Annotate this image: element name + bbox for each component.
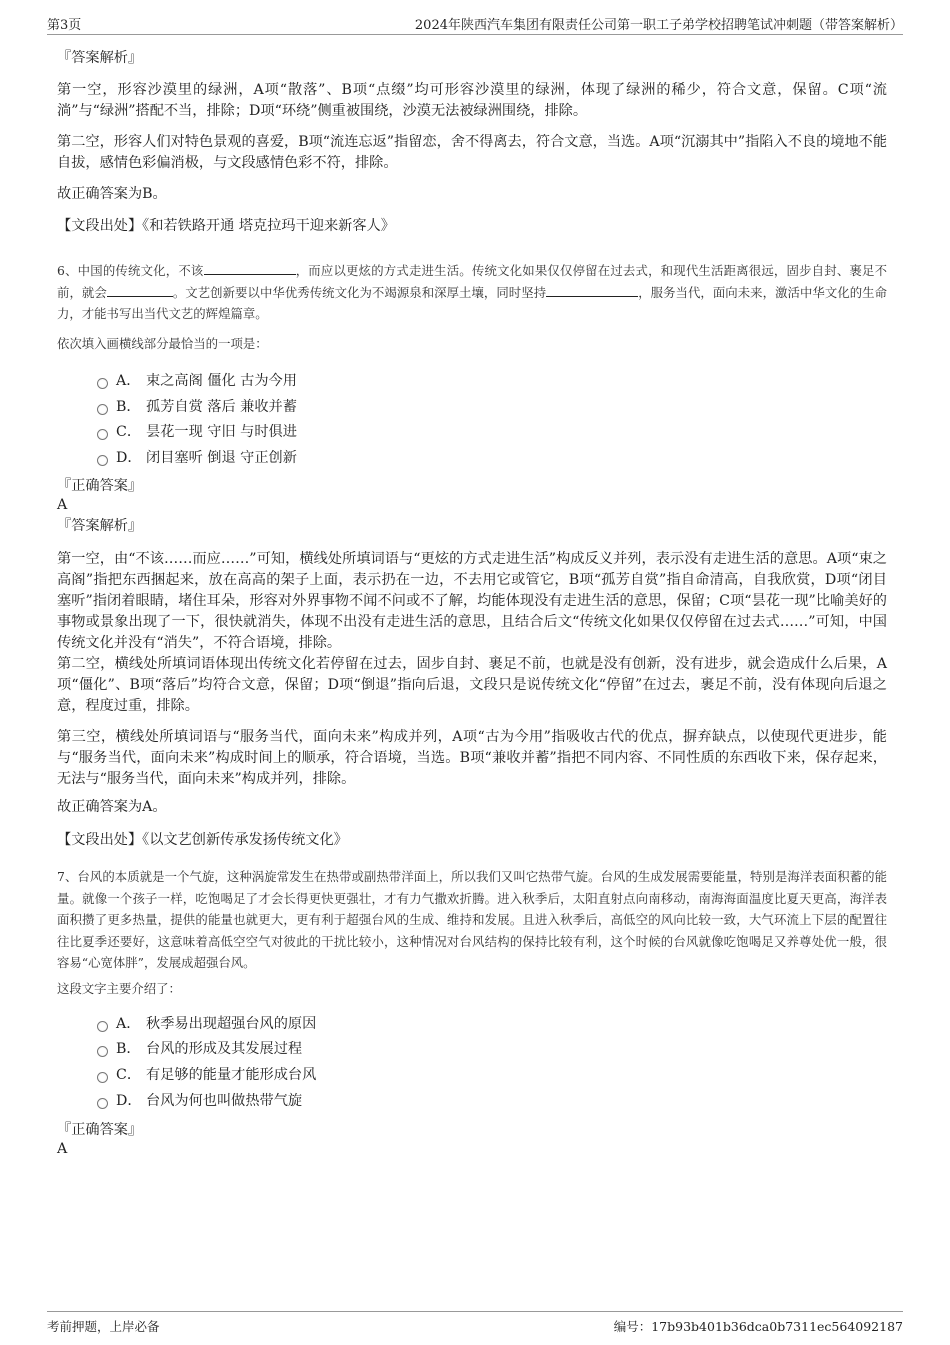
q7-option-c[interactable]: C． 有足够的能量才能形成台风 [97,1064,316,1086]
document-title: 2024年陕西汽车集团有限责任公司第一职工子弟学校招聘笔试冲刺题（带答案解析） [414,18,903,33]
q6-answer: A [57,497,68,513]
q5-source: 【文段出处】《和若铁路开通 塔克拉玛干迎来新客人》 [57,218,395,234]
q7-stem: 7、台风的本质就是一个气旋，这种涡旋常发生在热带或副热带洋面上，所以我们又叫它热带气旋。台风的生成发展需要能量，特别是海洋表面积蓄的能量。就像一个孩子一样，吃饱喝足了才会长得更快更强壮，才有力气撒欢折腾。进入秋季后，太阳直射点向南移动，南海海面温度比夏天更高，海洋表面积攒了更多热量，提供的能量也就更大，更有利于超强台风的生成、维持和发展。且进入秋季后，高低空的风向比较一致，大气环流上下层的配置往往比夏季还要好，这意味着高低空空气对彼此的干扰比较小，这种情况对台风结构的保持比较有利，这个时候的台风就像吃饱喝足又养尊处优一般，很容易“心宽体胖”，发展成超强台风。 [57,869,887,970]
q6-conclusion: 故正确答案为A。 [57,799,167,815]
q6-stem [57,260,887,325]
q6-analysis-label: 『答案解析』 [57,518,143,534]
page-footer [47,1311,903,1336]
q6-stem-part1: 6、中国的传统文化，不该 [57,263,204,278]
q6-stem-part2: ，而应以更炫的方式走进生活。传统文化如果仅仅停留在过去式，和现代生活距离很远，固步自封、裹足不前，就会 [57,263,887,300]
q6-analysis-para3: 第三空，横线处所填词语与“服务当代，面向未来”构成并列，A项“古为今用”指吸收古代的优点，摒弃缺点，以使现代更进步，能与“服务当代，面向未来”构成时间上的顺承，符合语境，当选。B项“兼收并蓄”指把不同内容、不同性质的东西收下来，保存起来，无法与“服务当代，面向未来”构成并列，排除。 [57,729,887,787]
q7-option-d[interactable]: D． 台风为何也叫做热带气旋 [97,1090,302,1112]
radio-button[interactable] [97,1021,108,1032]
radio-button[interactable] [97,429,108,440]
q6-option-b[interactable]: B． 孤芳自赏 落后 兼收并蓄 [97,396,297,418]
q6-source: 【文段出处】《以文艺创新传承发扬传统文化》 [57,832,348,848]
q6-option-c[interactable]: C． 昙花一现 守旧 与时俱进 [97,421,297,443]
q6-stem-part3: 。文艺创新要以中华优秀传统文化为不竭源泉和深厚土壤，同时坚持 [172,284,547,300]
blank-line [107,282,173,297]
q6-prompt: 依次填入画横线部分最恰当的一项是： [57,336,268,351]
q5-analysis-para2: 第二空，形容人们对特色景观的喜爱，B项“流连忘返”指留恋，舍不得离去，符合文意，当选。A项“沉溺其中”指陷入不良的境地不能自拔，感情色彩偏消极，与文段感情色彩不符，排除。 [57,134,888,171]
radio-button[interactable] [97,1098,108,1109]
page-number: 第3页 [47,18,82,33]
blank-line [546,282,638,297]
q6-option-d[interactable]: D． 闭目塞听 倒退 守正创新 [97,447,297,469]
page-header [47,12,903,35]
q5-analysis-para1: 第一空，形容沙漠里的绿洲，A项“散落”、B项“点缀”均可形容沙漠里的绿洲，体现了绿洲的稀少，符合文意，保留。C项“流淌”与“绿洲”搭配不当，排除；D项“环绕”侧重被围绕，沙漠无法被绿洲围绕，排除。 [57,82,887,119]
q6-analysis-para2: 第二空，横线处所填词语体现出传统文化若停留在过去，固步自封、裹足不前，也就是没有创新，没有进步，就会造成什么后果，A项“僵化”、B项“落后”均符合文意，保留；D项“倒退”指向后退，文段只是说传统文化“停留”在过去，裹足不前，没有体现向后退之意，程度过重，排除。 [57,656,887,714]
q6-option-a[interactable]: A． 束之高阁 僵化 古为今用 [97,370,297,392]
radio-button[interactable] [97,455,108,466]
footer-slogan: 考前押题，上岸必备 [47,1319,160,1334]
q7-answer: A [57,1141,68,1157]
q7-answer-label: 『正确答案』 [57,1122,143,1138]
q7-option-a[interactable]: A． 秋季易出现超强台风的原因 [97,1013,316,1035]
q6-analysis-para1: 第一空，由“不该……而应……”可知，横线处所填词语与“更炫的方式走进生活”构成反义并列，表示没有走进生活的意思。A项“束之高阁”指把东西捆起来，放在高高的架子上面，表示扔在一边，不去用它或管它，B项“孤芳自赏”指自命清高，自我欣赏，D项“闭目塞听”指闭着眼睛，堵住耳朵，形容对外界事物不闻不问或不了解，均能体现没有走进生活的意思，保留；C项“昙花一现”比喻美好的事物或景象出现了一下，很快就消失，体现不出没有走进生活的意思，且结合后文“传统文化如果仅仅停留在过去式……”可知，中国传统文化并没有“消失”，不符合语境，排除。 [57,551,887,651]
radio-button[interactable] [97,1046,108,1057]
document-code: 编号：17b93b401b36dca0b7311ec564092187 [613,1319,903,1334]
q7-option-b[interactable]: B． 台风的形成及其发展过程 [97,1038,302,1060]
q7-prompt: 这段文字主要介绍了： [57,981,181,996]
radio-button[interactable] [97,378,108,389]
q5-analysis-label: 『答案解析』 [57,50,143,66]
blank-line [204,260,296,275]
radio-button[interactable] [97,1072,108,1083]
q5-conclusion: 故正确答案为B。 [57,186,167,202]
radio-button[interactable] [97,404,108,415]
q6-answer-label: 『正确答案』 [57,478,143,494]
q6-stem-part4: ，服务当代，面向未来，激活中华文化的生命力，才能书写出当代文艺的辉煌篇章。 [57,284,888,321]
